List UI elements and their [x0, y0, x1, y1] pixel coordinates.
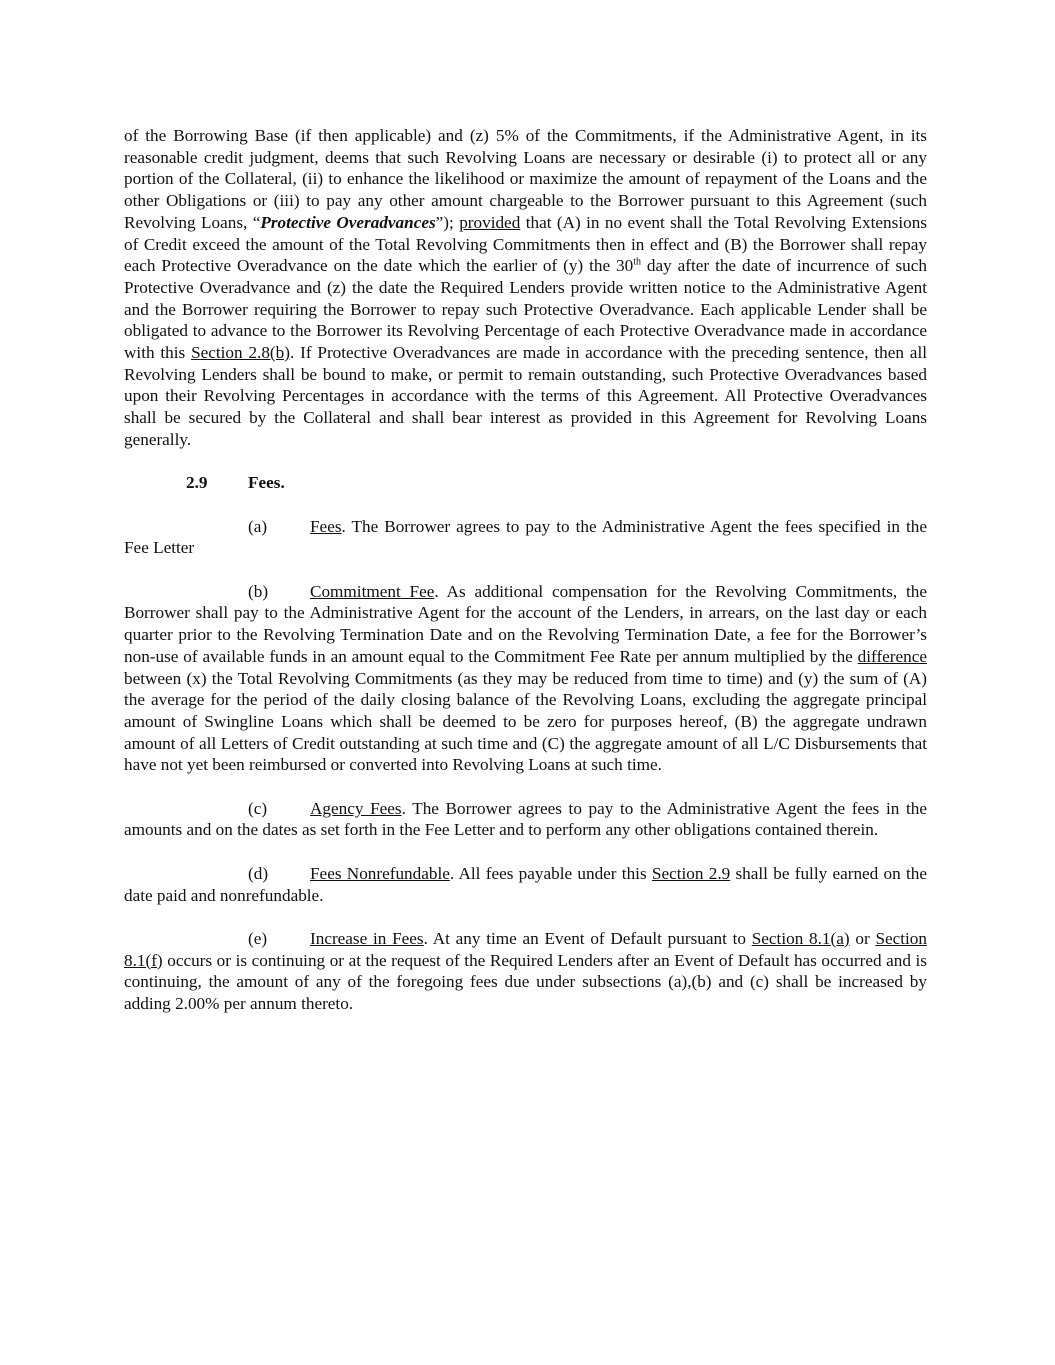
subsection-text: shall be fully earned on the date paid and nonrefundable.	[124, 863, 927, 905]
section-title: Fees.	[248, 473, 285, 493]
subsection-title: Fees Nonrefundable	[310, 863, 450, 883]
subsection-text: . At any time an Event of Default pursuant to	[423, 928, 752, 948]
subsection-b	[124, 581, 927, 776]
continuation-text: that (A) in no event shall the Total Revolving Extensions of Credit exceed the amount of the Total Revolving Commitments then in effect and (B) the Borrower shall repay each Protective Overadvance on the date which the earlier of (y) the 30	[124, 212, 927, 276]
provided-term: provided	[459, 212, 521, 232]
section-heading	[124, 472, 927, 494]
subsection-d	[124, 863, 927, 906]
subsection-label: (b)	[248, 581, 269, 601]
subsection-text: . All fees payable under this	[449, 863, 652, 883]
subsection-title: Agency Fees	[310, 798, 402, 818]
subsection-label: (e)	[248, 928, 268, 948]
subsection-text: between (x) the Total Revolving Commitments (as they may be reduced from time to time) and (y) the sum of (A) the average for the period of the daily closing balance of the Revolving Loans, excluding the aggregate principal amount of Swingline Loans which shall be deemed to be zero for purposes hereof, (B) the aggregate undrawn amount of all Letters of Credit outstanding at such time and (C) the aggregate amount of all L/C Disbursements that have not yet been reimbursed or converted into Revolving Loans at such time.	[124, 668, 927, 775]
subsection-e	[124, 928, 927, 1015]
subsection-title: Fees	[310, 516, 342, 536]
continuation-paragraph	[124, 125, 927, 451]
document-page	[124, 125, 927, 1015]
subsection-label: (a)	[248, 516, 268, 536]
subsection-label: (d)	[248, 863, 269, 883]
subsection-text: . The Borrower agrees to pay to the Administrative Agent the fees specified in the Fee Letter	[124, 516, 927, 558]
ordinal-suffix: th	[633, 256, 641, 268]
section-reference: Section 8.1(f)	[124, 928, 927, 970]
subsection-c	[124, 798, 927, 841]
subsection-text: or	[849, 928, 876, 948]
section-reference: Section 8.1(a)	[751, 928, 850, 948]
continuation-text: ”);	[435, 212, 460, 232]
continuation-text: day after the date of incurrence of such Protective Overadvance and (z) the date the Required Lenders provide written notice to the Administrative Agent and the Borrower requiring the Borrower to repay such Protective Overadvance. Each applicable Lender shall be obligated to advance to the Borrower its Revolving Percentage of each Protective Overadvance made in accordance with this	[124, 256, 927, 363]
subsection-text: . The Borrower agrees to pay to the Administrative Agent the fees in the amounts and on the dates as set forth in the Fee Letter and to perform any other obligations contained therein.	[124, 798, 927, 840]
subsection-text: . As additional compensation for the Revolving Commitments, the Borrower shall pay to the Administrative Agent for the account of the Lenders, in arrears, on the last day or each quarter prior to the Revolving Termination Date and on the Revolving Termination Date, a fee for the Borrower’s non-use of available funds in an amount equal to the Commitment Fee Rate per annum multiplied by the	[124, 581, 927, 666]
subsection-title: Increase in Fees	[310, 928, 424, 948]
section-number: 2.9	[186, 473, 208, 493]
subsection-text: occurs or is continuing or at the request of the Required Lenders after an Event of Default has occurred and is continuing, the amount of any of the foregoing fees due under subsections (a),(b) and (c) shall be increased by adding 2.00% per annum thereto.	[124, 950, 927, 1014]
section-reference: Section 2.9	[651, 863, 731, 883]
continuation-text: of the Borrowing Base (if then applicable) and (z) 5% of the Commitments, if the Administrative Agent, in its reasonable credit judgment, deems that such Revolving Loans are necessary or desirable (i) to protect all or any portion of the Collateral, (ii) to enhance the likelihood or maximize the amount of repayment of the Loans and the other Obligations or (iii) to pay any other amount chargeable to the Borrower pursuant to this Agreement (such Revolving Loans, “	[124, 126, 927, 232]
defined-term: Protective Overadvances	[260, 212, 436, 232]
subsection-a	[124, 516, 927, 559]
underlined-term: difference	[857, 646, 927, 666]
subsection-title: Commitment Fee	[310, 581, 435, 601]
subsection-label: (c)	[248, 798, 268, 818]
section-reference: Section 2.8(b)	[191, 343, 290, 363]
continuation-text: . If Protective Overadvances are made in accordance with the preceding sentence, then all Revolving Lenders shall be bound to make, or permit to remain outstanding, such Protective Overadvances based upon their Revolving Percentages in accordance with the terms of this Agreement. All Protective Overadvances shall be secured by the Collateral and shall bear interest as provided in this Agreement for Revolving Loans generally.	[124, 343, 927, 449]
